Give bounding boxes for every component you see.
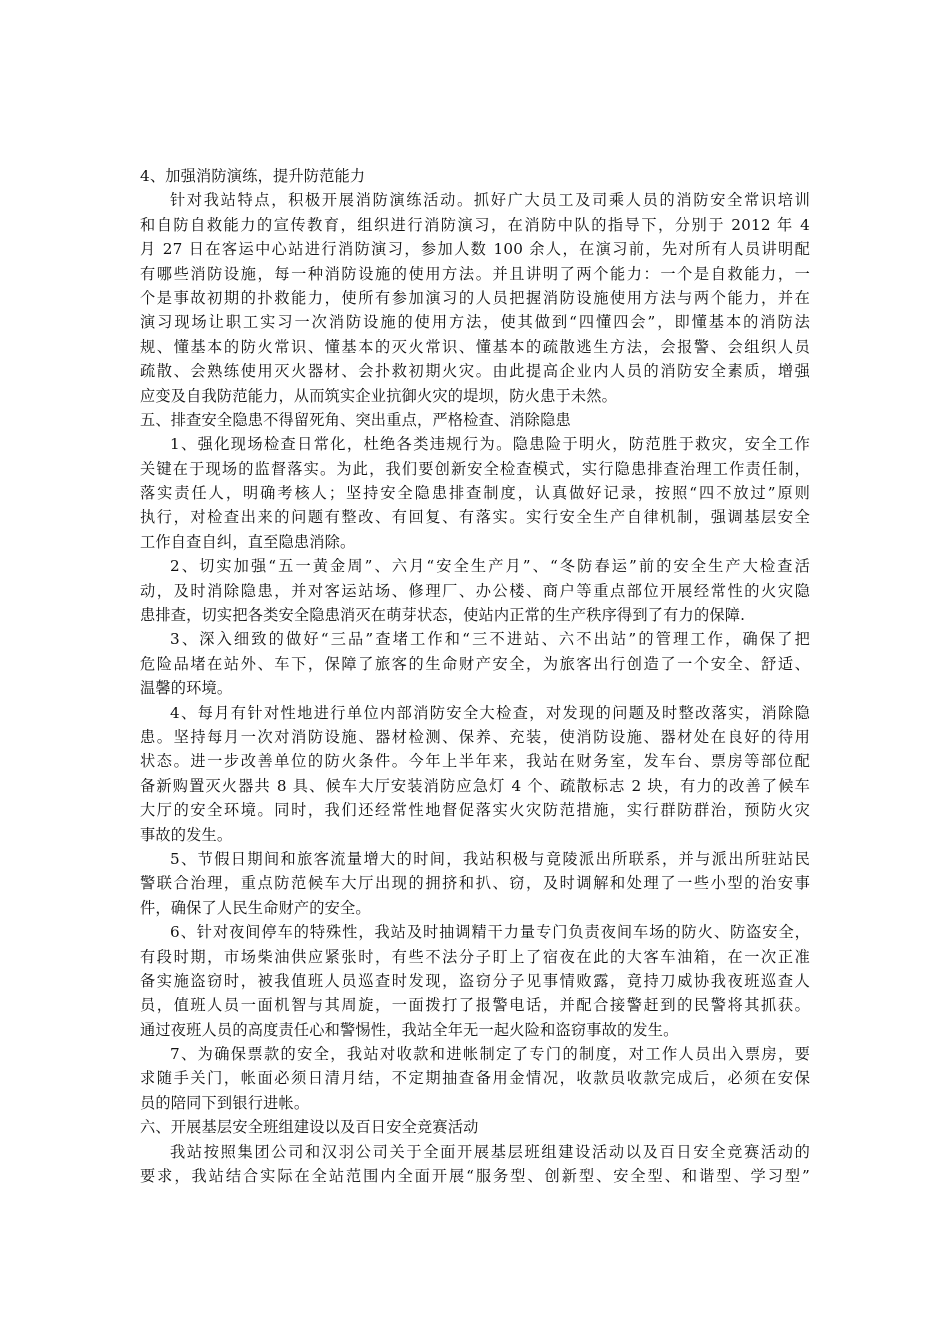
paragraph-line: 通过夜班人员的高度责任心和警惕性，我站全年无一起火险和盗窃事故的发生。 [140, 1020, 679, 1039]
section-heading: 4、加强消防演练，提升防范能力 [140, 167, 366, 185]
paragraph-line: 1、强化现场检查日常化，杜绝各类违规行为。隐患险于明火，防范胜于救灾，安全工作 [170, 435, 810, 454]
paragraph-line: 员的陪同下到银行进帐。 [140, 1093, 310, 1112]
paragraph-line: 要求，我站结合实际在全站范围内全面开展“服务型、创新型、安全型、和谐型、学习型” [140, 1167, 810, 1186]
paragraph-line: 有段时期，市场柴油供应紧张时，有些不法分子盯上了宿夜在此的大客车油箱，在一次正准 [140, 947, 810, 966]
section-heading: 五、排查安全隐患不得留死角、突出重点，严格检查、消除隐患 [140, 410, 571, 429]
paragraph-line: 我站按照集团公司和汉羽公司关于全面开展基层班组建设活动以及百日安全竞赛活动的 [170, 1142, 810, 1161]
paragraph-line: 备新购置灭火器共 8 具、候车大厅安装消防应急灯 4 个、疏散标志 2 块，有力的改善了候车 [140, 776, 810, 795]
paragraph-line: 件，确保了人民生命财产的安全。 [140, 898, 371, 917]
section-heading: 六、开展基层安全班组建设以及百日安全竞赛活动 [140, 1118, 479, 1137]
paragraph-line: 大厅的安全环境。同时，我们还经常性地督促落实火灾防范措施，实行群防群治，预防火灾 [140, 801, 810, 820]
paragraph-line: 备实施盗窃时，被我值班人员巡查时发现，盗窃分子见事情败露，竟持刀威协我夜班巡查人 [140, 971, 810, 990]
paragraph-line: 有哪些消防设施，每一种消防设施的使用方法。并且讲明了两个能力：一个是自救能力，一 [140, 264, 810, 283]
paragraph-line: 温馨的环境。 [140, 679, 233, 698]
paragraph-line: 7、为确保票款的安全，我站对收款和进帐制定了专门的制度，对工作人员出入票房，要 [170, 1045, 810, 1064]
paragraph-line: 6、针对夜间停车的特殊性，我站及时抽调精干力量专门负责夜间车场的防火、防盗安全， [170, 923, 810, 942]
paragraph-line: 规、懂基本的防火常识、懂基本的灭火常识、懂基本的疏散逃生方法，会报警、会组织人员 [140, 337, 810, 356]
paragraph-line: 2、切实加强“五一黄金周”、六月“安全生产月”、“冬防春运”前的安全生产大检查活 [170, 557, 810, 576]
paragraph-line: 动，及时消除隐患，并对客运站场、修理厂、办公楼、商户等重点部位开展经常性的火灾隐 [140, 581, 810, 600]
paragraph-line: 危险品堵在站外、车下，保障了旅客的生命财产安全，为旅客出行创造了一个安全、舒适、 [140, 654, 810, 673]
paragraph-line: 3、深入细致的做好“三品”查堵工作和“三不进站、六不出站”的管理工作，确保了把 [170, 630, 810, 649]
paragraph-line: 月 27 日在客运中心站进行消防演习，参加人数 100 余人，在演习前，先对所有人员讲明配 [140, 240, 810, 259]
paragraph-line: 个是事故初期的扑救能力，使所有参加演习的人员把握消防设施使用方法与两个能力，并在 [140, 288, 810, 307]
paragraph-line: 患排查，切实把各类安全隐患消灭在萌芽状态，使站内正常的生产秩序得到了有力的保障. [140, 606, 746, 625]
paragraph-line: 5、节假日期间和旅客流量增大的时间，我站积极与竟陵派出所联系，并与派出所驻站民 [170, 849, 810, 868]
paragraph-line: 应变及自我防范能力，从而筑实企业抗御火灾的堤坝，防火患于未然。 [140, 386, 618, 405]
paragraph-line: 工作自查自纠，直至隐患消除。 [140, 532, 356, 551]
paragraph-line: 求随手关门，帐面必须日清月结，不定期抽查备用金情况，收款员收款完成后，必须在安保 [140, 1069, 810, 1088]
paragraph-line: 员，值班人员一面机智与其周旋，一面拨打了报警电话，并配合接警赶到的民警将其抓获。 [140, 996, 810, 1015]
paragraph-line: 事故的发生。 [140, 825, 233, 844]
paragraph-line: 关键在于现场的监督落实。为此，我们要创新安全检查模式，实行隐患排查治理工作责任制， [140, 459, 810, 478]
paragraph-line: 执行，对检查出来的问题有整改、有回复、有落实。实行安全生产自律机制，强调基层安全 [140, 508, 810, 527]
paragraph-line: 疏散、会熟练使用灭火器材、会扑救初期火灾。由此提高企业内人员的消防安全素质，增强 [140, 362, 810, 381]
paragraph-line: 针对我站特点，积极开展消防演练活动。抓好广大员工及司乘人员的消防安全常识培训 [170, 191, 810, 210]
paragraph-line: 状态。进一步改善单位的防火条件。今年上半年来，我站在财务室，发车台、票房等部位配 [140, 752, 810, 771]
paragraph-line: 患。坚持每月一次对消防设施、器材检测、保养、充装，使消防设施、器材处在良好的待用 [140, 727, 810, 746]
paragraph-line: 4、每月有针对性地进行单位内部消防安全大检查，对发现的问题及时整改落实，消除隐 [170, 703, 810, 722]
paragraph-line: 演习现场让职工实习一次消防设施的使用方法，使其做到“四懂四会”，即懂基本的消防法 [140, 313, 810, 332]
paragraph-line: 和自防自救能力的宣传教育，组织进行消防演习，在消防中队的指导下，分别于 2012 年 4 [140, 215, 810, 234]
document-body [140, 164, 810, 1188]
paragraph-line: 落实责任人，明确考核人；坚持安全隐患排查制度，认真做好记录，按照“四不放过”原则 [140, 484, 810, 503]
paragraph-line: 警联合治理，重点防范候车大厅出现的拥挤和扒、窃，及时调解和处理了一些小型的治安事 [140, 874, 810, 893]
